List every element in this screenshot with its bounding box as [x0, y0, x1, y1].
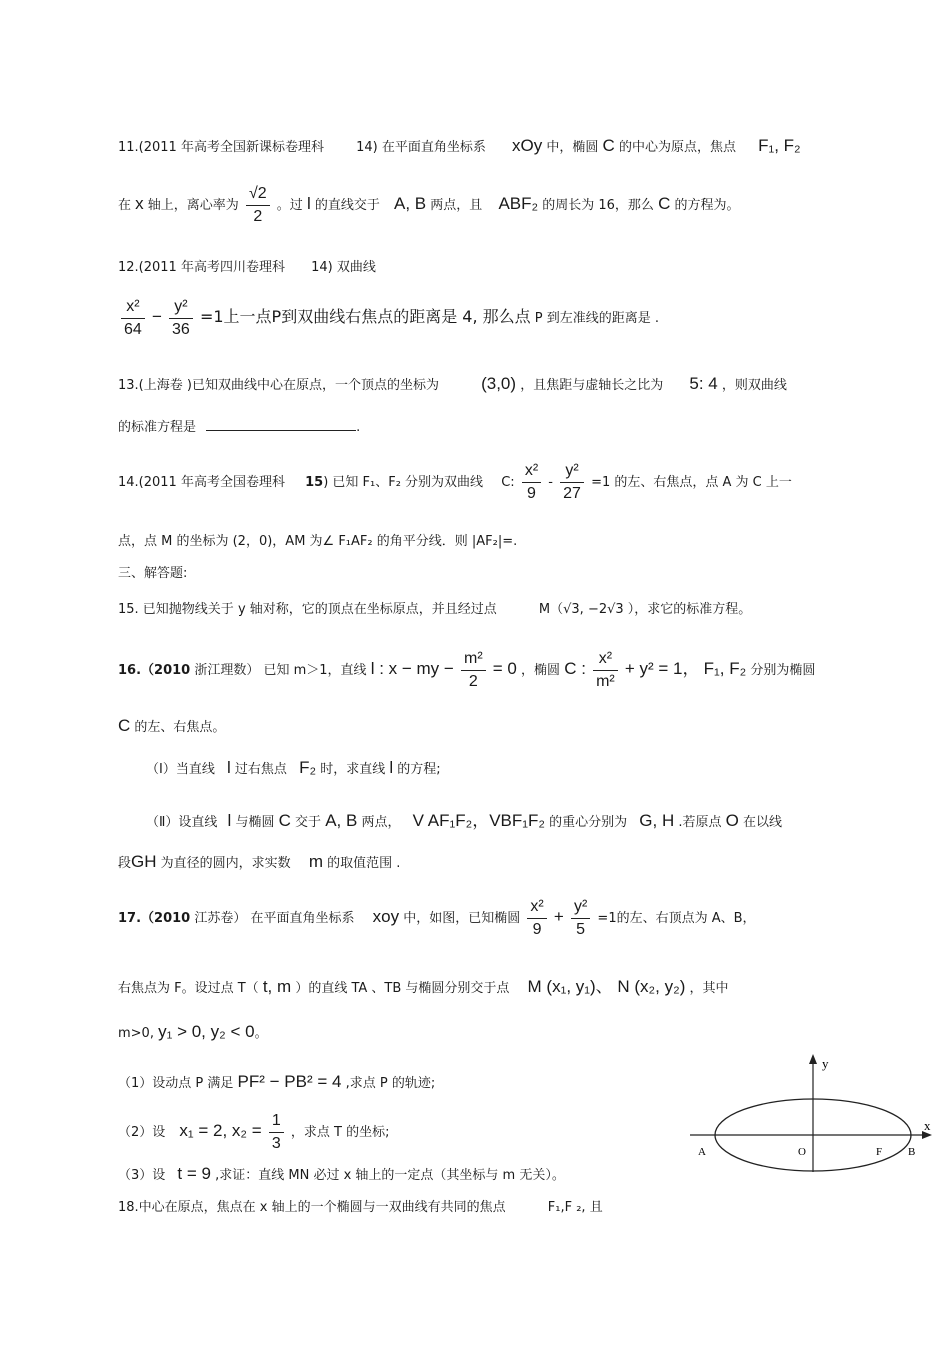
origin-label: O — [798, 1146, 806, 1158]
fraction-denominator: 64 — [124, 321, 142, 338]
q17-text: ，求点 T 的坐标; — [290, 1125, 390, 1140]
q14-fraction-x — [522, 460, 541, 505]
fraction-numerator: √2 — [246, 183, 270, 206]
fraction-numerator: y² — [169, 296, 193, 319]
q17-math: xoy — [372, 907, 400, 926]
q11-line2 — [118, 183, 740, 228]
q11-math: l — [306, 194, 311, 213]
q17-fraction-y — [571, 896, 590, 941]
fraction-numerator: x² — [522, 460, 541, 483]
fraction-denominator: 5 — [576, 921, 586, 938]
q17-text: 。 — [254, 1026, 268, 1041]
q11-text: 的周长为 16，那么 — [542, 198, 654, 213]
q11-line1 — [118, 136, 801, 156]
q13-text: . — [356, 420, 361, 435]
q12-text: 14) 双曲线 — [311, 260, 376, 275]
fraction-denominator: 3 — [271, 1135, 281, 1152]
q11-math: F₁, F₂ — [758, 136, 801, 155]
q16-part2 — [146, 806, 782, 831]
q16-math: F₂ — [299, 758, 317, 777]
q16-math: l : x − my − — [370, 659, 454, 678]
q16-text: （Ⅱ）设直线 — [146, 815, 218, 830]
q17-math: x₁ = 2, x₂ = — [179, 1121, 262, 1140]
q17-text: ,求证：直线 MN 必过 x 轴上的一定点（其坐标与 m 无关）。 — [215, 1168, 565, 1183]
q17-math: PF² − PB² = 4 — [237, 1072, 342, 1091]
q16-math: O — [725, 811, 739, 830]
fraction-numerator: y² — [571, 896, 590, 919]
q16-math: C : — [564, 659, 586, 678]
q15-text: M（√3, −2√3 ），求它的标准方程。 — [538, 602, 752, 617]
q16-text: 的取值范围 . — [327, 856, 401, 871]
q16-fraction-m — [461, 648, 486, 693]
q17-text: （3）设 — [118, 1168, 166, 1183]
q18-text: 18.中心在原点，焦点在 x 轴上的一个椭圆与一双曲线有共同的焦点 — [118, 1200, 506, 1215]
fraction-denominator: 2 — [468, 673, 478, 690]
q17-fraction-x — [527, 896, 546, 941]
q16-math: C — [118, 716, 131, 735]
q11-text: 14) 在平面直角坐标系 — [356, 140, 486, 155]
q12-line1 — [118, 256, 376, 275]
q11-math: xOy — [512, 136, 543, 155]
q17-text: ）的直线 TA 、TB 与椭圆分别交于点 — [295, 981, 510, 996]
q16-math: l — [227, 811, 232, 830]
q14-text: 点，点 M 的坐标为 (2，0)，AM 为∠ F₁AF₂ 的角平分线．则 |AF₂|=. — [118, 534, 518, 549]
section-title: 三、解答题: — [118, 566, 188, 581]
q16-part1 — [146, 758, 441, 778]
q14-text: =1 的左、右焦点，点 A 为 C 上一 — [591, 475, 792, 490]
q16-text: 在以线 — [743, 815, 783, 830]
fraction-numerator: y² — [560, 460, 584, 483]
q16-text: .若原点 — [678, 815, 722, 830]
point-b-label: B — [908, 1146, 916, 1158]
answer-blank — [206, 418, 356, 431]
ellipse-figure — [688, 1052, 938, 1174]
q11-text: 在 — [118, 198, 132, 213]
q11-source: 11.(2011 年高考全国新课标卷理科 — [118, 140, 324, 155]
q17-math: M (x₁, y₁)、 N (x₂, y₂) — [527, 977, 686, 996]
q16-math: F₁, F₂ — [703, 659, 747, 678]
q12-line2: $\frac{\text{x²}}{64}$ − $\frac{\text{y²}}{36}$ =1上一点P到双曲线右焦点的距离是 4, 那么点 P 到左准线的距离是 . — [118, 296, 659, 341]
q16-fraction-x — [593, 648, 618, 693]
q11-text: 的方程为。 — [674, 198, 740, 213]
q18-line — [118, 1196, 603, 1215]
q17-text: m>0, — [118, 1026, 154, 1041]
q17-text: 右焦点为 F。设过点 T（ — [118, 981, 259, 996]
q13-line2 — [118, 416, 360, 435]
q16-text: 过右焦点 — [234, 762, 287, 777]
fraction-denominator: 36 — [172, 321, 190, 338]
q17-text: ,求点 P 的轨迹; — [345, 1076, 436, 1091]
fraction-numerator: m² — [461, 648, 486, 671]
q12-text: =1上一点P到双曲线右焦点的距离是 4, 那么点 — [199, 307, 531, 326]
q13-text: ，则双曲线 — [721, 378, 787, 393]
q17-line2 — [118, 972, 729, 997]
x-axis-label: x — [924, 1118, 931, 1133]
q17-number: 17. — [118, 911, 142, 926]
q17-line1: 17.（2010 江苏卷） 在平面直角坐标系 xoy 中，如图，已知椭圆 $\frac{\text{x²}}{9}$ + $\frac{\text{y²}}{5}$ =1的左、右顶点为 A、B， — [118, 896, 756, 941]
q14-line1: 14.(2011 年高考全国卷理科 15) 已知 F₁、F₂ 分别为双曲线 C: $\frac{\text{x²}}{9}$ - $\frac{\text{y²}}{27}$ =1 的左、右焦点，点 A 为 C 上一 — [118, 460, 792, 505]
q14-line2 — [118, 530, 517, 549]
q11-math: x — [135, 194, 144, 213]
q16-math: A, B — [325, 811, 358, 830]
point-a-label: A — [698, 1146, 706, 1158]
q12-fraction-x — [121, 296, 145, 341]
q12-text: P 到左准线的距离是 . — [534, 311, 660, 326]
fraction-numerator: x² — [527, 896, 546, 919]
q12-source: 12.(2011 年高考四川卷理科 — [118, 260, 285, 275]
q17-text: 中，如图，已知椭圆 — [403, 911, 521, 926]
q12-fraction-y — [169, 296, 193, 341]
q16-text: 分别为椭圆 — [750, 663, 816, 678]
q18-text: F₁,F ₂, 且 — [547, 1200, 603, 1215]
q14-source: 14.(2011 年高考全国卷理科 — [118, 475, 285, 490]
fraction-numerator: 1 — [269, 1110, 284, 1133]
fraction-denominator: 27 — [563, 485, 581, 502]
fraction-denominator: 9 — [527, 485, 536, 502]
q13-text: ，且焦距与虚轴长之比为 — [520, 378, 664, 393]
q13-math: 5: 4 — [689, 374, 718, 393]
q13-text: 的标准方程是 — [118, 420, 197, 435]
y-axis-label: y — [822, 1056, 829, 1071]
q13-text: 13.(上海卷 )已知双曲线中心在原点，一个顶点的坐标为 — [118, 378, 439, 393]
q16-text: 的左、右焦点。 — [134, 720, 226, 735]
q17-line3 — [118, 1022, 268, 1042]
q11-text: 的中心为原点，焦点 — [618, 140, 736, 155]
q17-sub1 — [118, 1072, 435, 1092]
q16-math: = 0 — [492, 659, 517, 678]
q14-text: 15 — [305, 475, 324, 490]
q17-math: y₁ > 0, y₂ < 0 — [158, 1022, 255, 1041]
q17-year: （2010 — [141, 911, 191, 926]
q16-math: G, H — [639, 811, 675, 830]
q16-text: 两点， — [361, 815, 401, 830]
q16-math: GH — [131, 852, 157, 871]
q16-text: （Ⅰ）当直线 — [146, 762, 215, 777]
q17-math: t = 9 — [177, 1164, 211, 1183]
q16-text: 交于 — [295, 815, 322, 830]
q11-text: 。过 — [276, 198, 303, 213]
q13-math: (3,0) — [481, 374, 517, 393]
q11-text: 两点，且 — [430, 198, 483, 213]
q11-math: C — [602, 136, 615, 155]
q16-text: 浙江理数） 已知 m＞1，直线 — [194, 663, 367, 678]
q16-text: ，椭圆 — [521, 663, 561, 678]
q16-line1 — [118, 648, 815, 693]
q11-math: C — [658, 194, 671, 213]
q16-text: 为直径的圆内，求实数 — [160, 856, 291, 871]
q16-math: l — [226, 758, 231, 777]
fraction-numerator: x² — [593, 648, 618, 671]
q17-text: （2）设 — [118, 1125, 166, 1140]
q16-number: 16. — [118, 663, 142, 678]
q11-text: 的直线交于 — [314, 198, 380, 213]
q17-text: ，其中 — [689, 981, 729, 996]
q17-text: 江苏卷） 在平面直角坐标系 — [194, 911, 355, 926]
q16-math: V AF₁F₂，VBF₁F₂ — [412, 811, 545, 830]
q16-line2 — [118, 716, 225, 736]
q14-text: ) 已知 F₁、F₂ 分别为双曲线 — [323, 475, 484, 490]
q11-math: A, B — [394, 194, 427, 213]
point-f-label: F — [876, 1146, 883, 1158]
q15-text: 15. 已知抛物线关于 y 轴对称，它的顶点在坐标原点，并且经过点 — [118, 602, 497, 617]
q16-text: 时，求直线 — [320, 762, 386, 777]
fraction-numerator: x² — [121, 296, 145, 319]
q17-sub3 — [118, 1164, 565, 1184]
fraction-denominator: 2 — [253, 208, 263, 225]
q16-math: + y² = 1， — [624, 659, 700, 678]
q14-math: C: — [501, 475, 515, 490]
y-axis-arrow — [809, 1054, 817, 1064]
q11-text: 中，椭圆 — [546, 140, 599, 155]
q16-math: l — [389, 758, 394, 777]
q13-line1 — [118, 374, 787, 394]
q16-year: （2010 — [141, 663, 191, 678]
section-heading — [118, 562, 187, 581]
q16-part2-cont — [118, 852, 400, 872]
q17-text: （1）设动点 P 满足 — [118, 1076, 234, 1091]
q16-text: 的重心分别为 — [549, 815, 628, 830]
q17-text: =1的左、右顶点为 A、B， — [597, 911, 756, 926]
q15-line — [118, 598, 751, 617]
fraction-denominator: 9 — [532, 921, 542, 938]
q11-math: ABF₂ — [498, 194, 539, 213]
q16-text: 的方程; — [397, 762, 441, 777]
q16-math: m — [308, 852, 323, 871]
q11-text: 轴上，离心率为 — [147, 198, 239, 213]
q17-sub2 — [118, 1110, 389, 1155]
q16-text: 段 — [118, 856, 132, 871]
q16-math: C — [278, 811, 291, 830]
q17-fraction-one-third — [269, 1110, 284, 1155]
q14-fraction-y — [560, 460, 584, 505]
q11-eccentricity-fraction — [246, 183, 270, 228]
fraction-denominator: m² — [596, 673, 615, 690]
q17-math: t, m — [262, 977, 292, 996]
q16-text: 与椭圆 — [235, 815, 275, 830]
